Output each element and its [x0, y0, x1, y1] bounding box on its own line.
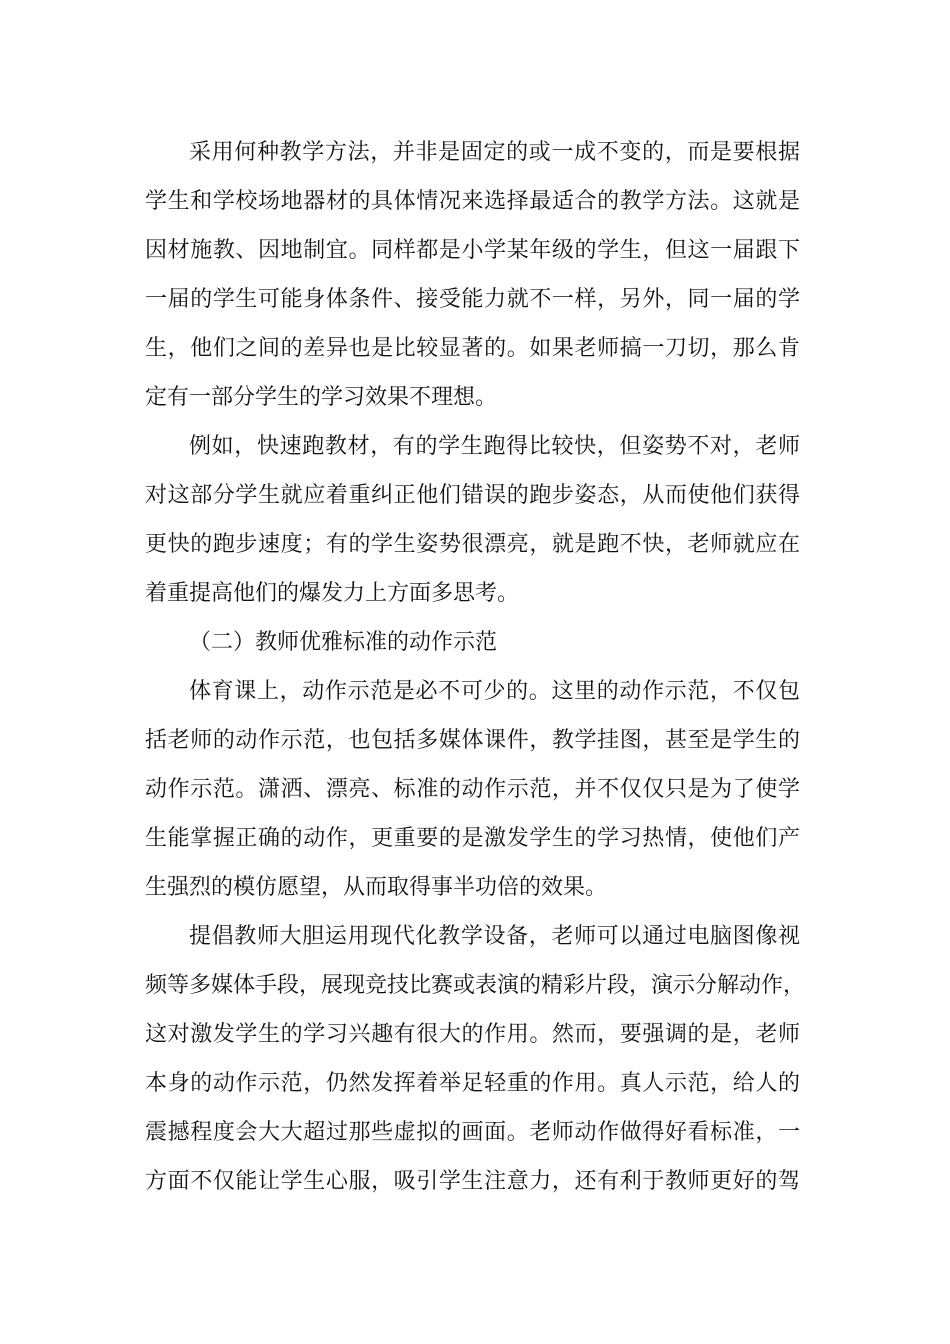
paragraph-line: 生能掌握正确的动作，更重要的是激发学生的学习热情，使他们产: [145, 826, 800, 851]
paragraph-line: 例如，快速跑教材，有的学生跑得比较快，但姿势不对，老师: [189, 434, 800, 459]
paragraph-line: 着重提高他们的爆发力上方面多思考。: [145, 581, 520, 606]
document-body: [145, 128, 806, 1206]
paragraph-line: 更快的跑步速度；有的学生姿势很漂亮，就是跑不快，老师就应在: [145, 532, 800, 557]
paragraph-line: 震撼程度会大大超过那些虚拟的画面。老师动作做得好看标准，一: [145, 1120, 800, 1145]
paragraph-1: [145, 128, 800, 422]
paragraph-line: 体育课上，动作示范是必不可少的。这里的动作示范，不仅包: [189, 679, 800, 704]
paragraph-line: 本身的动作示范，仍然发挥着举足轻重的作用。真人示范，给人的: [145, 1071, 800, 1096]
paragraph-line: 动作示范。潇洒、漂亮、标准的动作示范，并不仅仅只是为了使学: [145, 777, 800, 802]
paragraph-line: 提倡教师大胆运用现代化教学设备，老师可以通过电脑图像视: [189, 924, 800, 949]
paragraph-line: 对这部分学生就应着重纠正他们错误的跑步姿态，从而使他们获得: [145, 483, 800, 508]
section-heading-text: （二）教师优雅标准的动作示范: [189, 630, 498, 655]
paragraph-line: 方面不仅能让学生心服，吸引学生注意力，还有利于教师更好的驾: [145, 1169, 800, 1194]
paragraph-line: 这对激发学生的学习兴趣有很大的作用。然而，要强调的是，老师: [145, 1022, 800, 1047]
paragraph-4: [145, 912, 806, 1206]
paragraph-2: [145, 422, 800, 618]
paragraph-line: 因材施教、因地制宜。同样都是小学某年级的学生，但这一届跟下: [145, 238, 800, 263]
paragraph-line: 生强烈的模仿愿望，从而取得事半功倍的效果。: [145, 875, 608, 900]
section-heading: [145, 618, 800, 667]
paragraph-line: 括老师的动作示范，也包括多媒体课件，教学挂图，甚至是学生的: [145, 728, 800, 753]
paragraph-line: 采用何种教学方法，并非是固定的或一成不变的，而是要根据: [189, 140, 800, 165]
paragraph-line: 生，他们之间的差异也是比较显著的。如果老师搞一刀切，那么肯: [145, 336, 800, 361]
paragraph-line: 学生和学校场地器材的具体情况来选择最适合的教学方法。这就是: [145, 189, 800, 214]
paragraph-line: 定有一部分学生的学习效果不理想。: [145, 385, 498, 410]
paragraph-3: [145, 667, 800, 912]
paragraph-line: 一届的学生可能身体条件、接受能力就不一样，另外，同一届的学: [145, 287, 800, 312]
paragraph-line: 频等多媒体手段，展现竞技比赛或表演的精彩片段，演示分解动作，: [145, 973, 806, 998]
